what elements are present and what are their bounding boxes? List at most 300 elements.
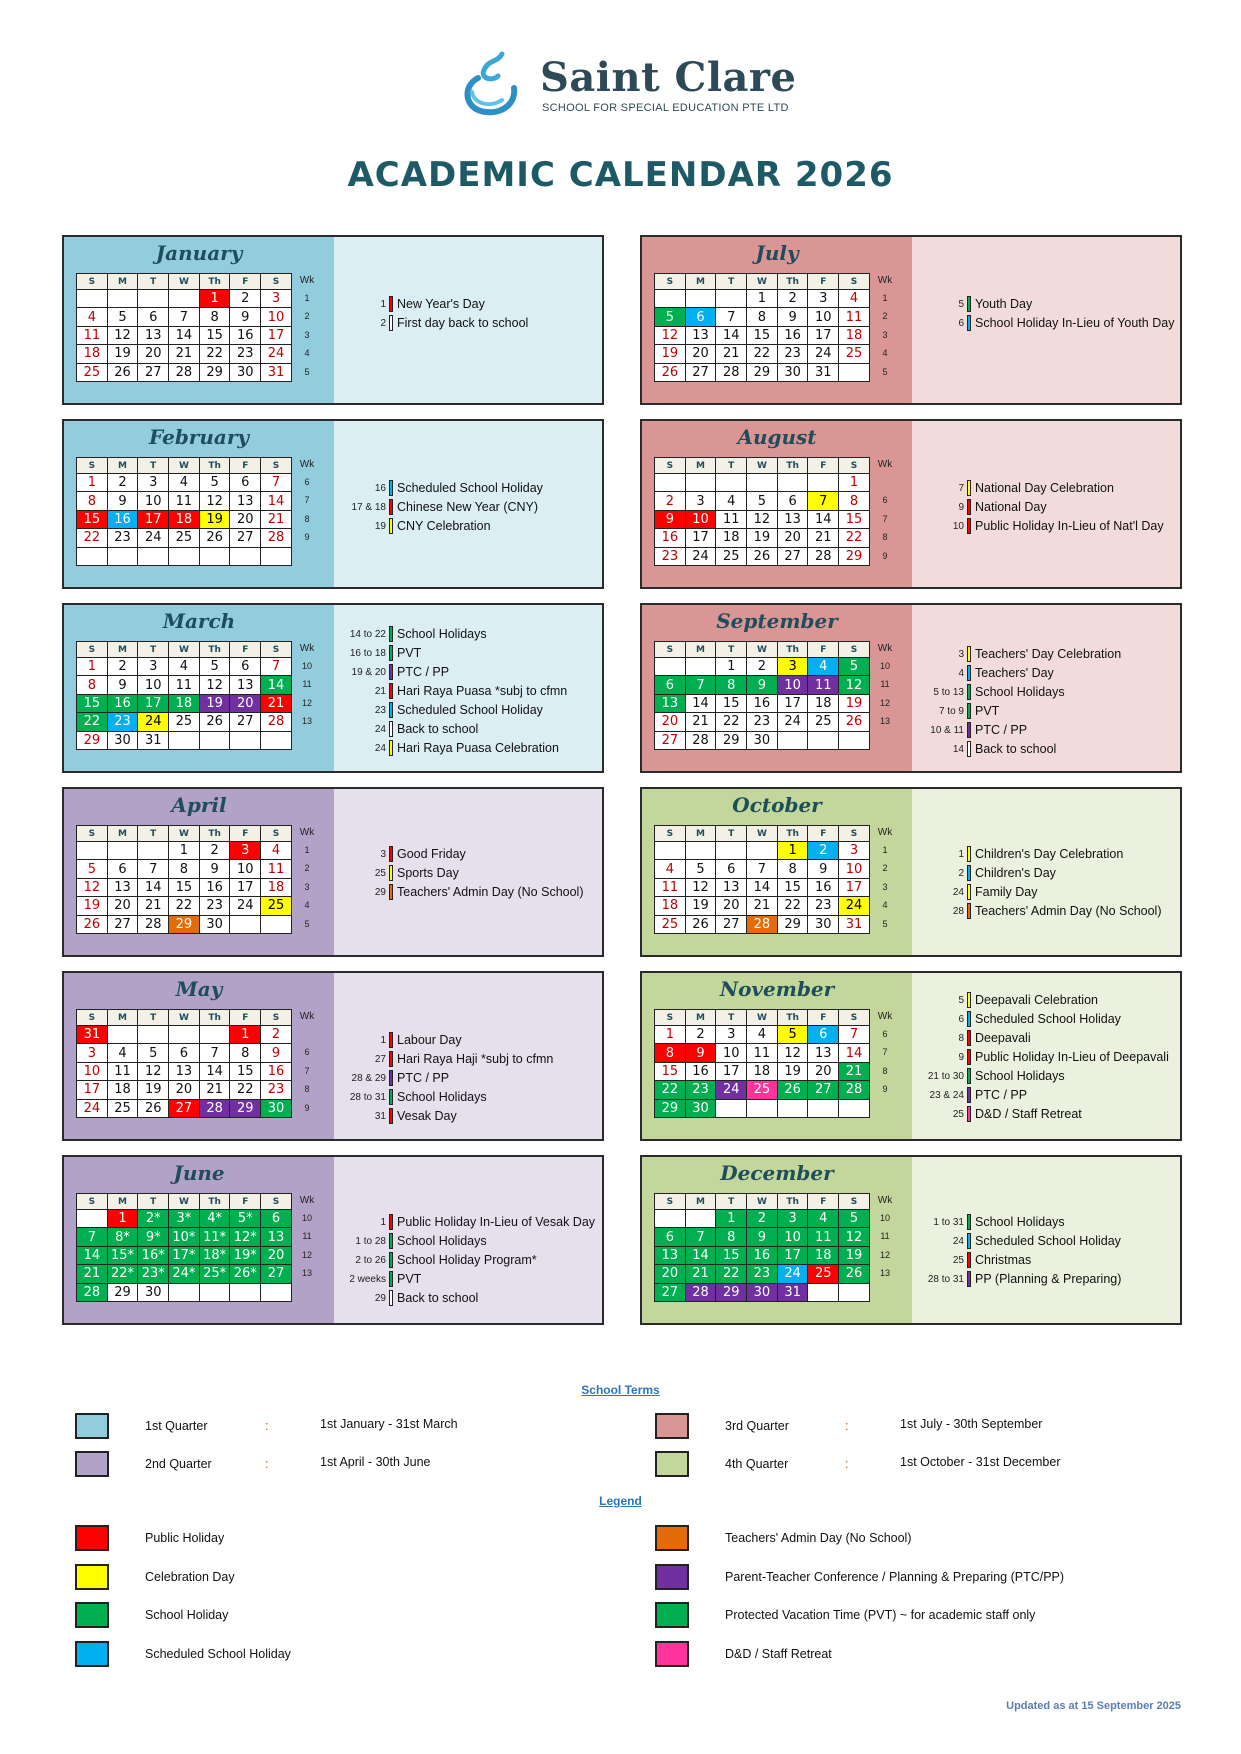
event-text: Deepavali — [975, 1031, 1031, 1045]
day-header: T — [138, 1010, 169, 1026]
term-range: 1st January - 31st March — [320, 1417, 458, 1431]
legend-color-swatch — [75, 1525, 109, 1551]
day-cell: 10 — [685, 510, 716, 528]
day-cell: 25 — [261, 897, 292, 915]
day-cell: 8 — [716, 1228, 747, 1246]
day-cell: 12 — [685, 878, 716, 896]
empty-cell — [230, 915, 261, 933]
week-number — [294, 1025, 320, 1043]
day-header: W — [169, 642, 200, 658]
event-item — [342, 1289, 598, 1308]
day-cell: 24 — [685, 547, 716, 565]
day-cell: 1 — [839, 474, 870, 492]
event-color-swatch — [389, 626, 393, 642]
day-cell: 29 — [777, 915, 808, 933]
week-number: 12 — [879, 697, 890, 708]
day-cell: 13 — [808, 1044, 839, 1062]
event-text: Teachers' Admin Day (No School) — [975, 904, 1162, 918]
event-color-swatch — [389, 1290, 393, 1306]
day-header: T — [716, 1010, 747, 1026]
empty-cell — [839, 363, 870, 381]
event-date: 14 to 22 — [349, 629, 386, 640]
day-header: Th — [199, 458, 230, 474]
day-cell: 3 — [138, 474, 169, 492]
day-cell: 15 — [230, 1062, 261, 1080]
event-date: 1 to 28 — [355, 1236, 386, 1247]
week-header: Wk — [877, 827, 893, 838]
day-cell: 14 — [199, 1062, 230, 1080]
month-calendar — [76, 825, 292, 934]
event-list — [342, 845, 598, 902]
day-cell: 18 — [107, 1081, 138, 1099]
day-cell: 4 — [169, 658, 200, 676]
day-cell: 14 — [839, 1044, 870, 1062]
day-cell: 30 — [685, 1099, 716, 1117]
month-calendar — [654, 825, 870, 934]
day-cell: 30 — [199, 915, 230, 933]
day-cell: 8 — [747, 308, 778, 326]
legend-color-swatch — [655, 1564, 689, 1590]
day-cell: 30 — [230, 363, 261, 381]
day-cell: 14 — [261, 676, 292, 694]
day-cell: 26 — [777, 1081, 808, 1099]
event-item — [920, 498, 1176, 517]
term-colon: : — [265, 1457, 269, 1471]
event-color-swatch — [967, 1068, 971, 1084]
day-cell: 15 — [77, 694, 108, 712]
day-header: S — [839, 826, 870, 842]
month-grid-panel — [64, 1157, 334, 1323]
empty-cell — [808, 1099, 839, 1117]
month-march — [62, 603, 604, 773]
day-header: T — [716, 1194, 747, 1210]
day-header: W — [169, 1010, 200, 1026]
week-header: Wk — [299, 643, 315, 654]
week-number: 2 — [882, 863, 888, 874]
day-cell: 17 — [138, 510, 169, 528]
day-cell: 22* — [107, 1265, 138, 1283]
day-header: S — [261, 274, 292, 290]
day-cell: 3 — [777, 658, 808, 676]
event-date: 28 to 31 — [927, 1274, 964, 1285]
day-cell: 21 — [77, 1265, 108, 1283]
event-text: First day back to school — [397, 316, 529, 330]
day-cell: 20 — [107, 897, 138, 915]
day-cell: 26 — [685, 915, 716, 933]
day-cell: 18 — [808, 694, 839, 712]
day-cell: 31 — [808, 363, 839, 381]
week-number: 7 — [882, 1047, 888, 1058]
event-text: PTC / PP — [397, 1071, 450, 1085]
empty-cell — [169, 731, 200, 749]
event-item — [342, 1213, 598, 1232]
day-cell: 26 — [655, 363, 686, 381]
event-item — [920, 1251, 1176, 1270]
day-cell: 25* — [199, 1265, 230, 1283]
event-date: 23 & 24 — [929, 1090, 964, 1101]
day-cell: 23 — [777, 345, 808, 363]
day-header: F — [808, 274, 839, 290]
day-cell: 29 — [107, 1283, 138, 1301]
month-september — [640, 603, 1182, 773]
day-header: W — [747, 1010, 778, 1026]
event-text: Back to school — [397, 722, 479, 736]
event-color-swatch — [389, 1108, 393, 1124]
week-number: 13 — [879, 716, 890, 727]
event-item — [920, 517, 1176, 536]
week-number: 10 — [879, 1213, 890, 1223]
day-cell: 24 — [716, 1081, 747, 1099]
day-cell: 11 — [169, 676, 200, 694]
empty-cell — [655, 290, 686, 308]
day-header: M — [685, 826, 716, 842]
day-cell: 22 — [747, 345, 778, 363]
legend-color-swatch — [655, 1525, 689, 1551]
day-cell: 12 — [199, 676, 230, 694]
day-cell: 10 — [230, 860, 261, 878]
week-number: 11 — [880, 1231, 890, 1242]
event-list — [920, 991, 1176, 1124]
month-name: March — [162, 609, 236, 633]
event-text: School Holidays — [397, 627, 487, 641]
day-cell: 7 — [138, 860, 169, 878]
day-header: F — [230, 826, 261, 842]
day-cell: 21 — [169, 345, 200, 363]
day-cell: 16 — [747, 1246, 778, 1264]
event-color-swatch — [967, 1252, 971, 1268]
legend-label: Teachers' Admin Day (No School) — [725, 1531, 912, 1545]
day-cell: 2 — [655, 492, 686, 510]
term-label: 4th Quarter — [725, 1457, 789, 1471]
day-cell: 14 — [685, 694, 716, 712]
event-color-swatch — [389, 702, 393, 718]
week-number: 13 — [301, 1268, 312, 1279]
day-cell: 18 — [169, 694, 200, 712]
event-text: School Holiday Program* — [397, 1253, 537, 1267]
event-color-swatch — [389, 518, 393, 534]
week-number: 1 — [304, 845, 310, 855]
event-date: 25 — [374, 868, 386, 879]
day-header: W — [169, 826, 200, 842]
event-color-swatch — [389, 1032, 393, 1048]
day-cell: 21 — [808, 529, 839, 547]
day-header: S — [77, 642, 108, 658]
legend-color-swatch — [75, 1564, 109, 1590]
day-cell: 25 — [716, 547, 747, 565]
month-grid-panel — [642, 789, 912, 955]
day-cell: 10 — [839, 860, 870, 878]
day-cell: 15 — [777, 878, 808, 896]
day-cell: 10 — [261, 308, 292, 326]
week-number: 5 — [304, 366, 310, 377]
event-text: Children's Day Celebration — [975, 847, 1124, 861]
event-color-swatch — [967, 296, 971, 312]
week-header: Wk — [299, 459, 315, 470]
event-text: Teachers' Day — [975, 666, 1054, 680]
day-cell: 29 — [77, 731, 108, 749]
event-item — [920, 1105, 1176, 1124]
day-header: T — [716, 826, 747, 842]
event-text: PP (Planning & Preparing) — [975, 1272, 1122, 1286]
day-cell: 5 — [839, 658, 870, 676]
event-date: 17 & 18 — [351, 502, 386, 513]
event-text: Teachers' Admin Day (No School) — [397, 885, 584, 899]
day-cell: 27 — [777, 547, 808, 565]
empty-cell — [685, 290, 716, 308]
week-number: 2 — [304, 311, 310, 322]
month-grid-panel — [642, 973, 912, 1139]
event-date: 16 — [374, 483, 386, 494]
day-header: Th — [777, 1010, 808, 1026]
event-text: Good Friday — [397, 847, 466, 861]
day-cell: 20 — [138, 345, 169, 363]
day-header: F — [230, 458, 261, 474]
empty-cell — [777, 474, 808, 492]
legend-label: Scheduled School Holiday — [145, 1646, 291, 1661]
day-cell: 21 — [685, 713, 716, 731]
day-header: M — [107, 274, 138, 290]
day-cell: 5 — [777, 1026, 808, 1044]
day-cell: 19 — [685, 897, 716, 915]
month-events-panel — [334, 421, 602, 587]
month-calendar — [654, 1193, 870, 1302]
day-cell: 26 — [107, 363, 138, 381]
event-item — [920, 740, 1176, 759]
day-header: S — [655, 458, 686, 474]
day-cell: 9 — [199, 860, 230, 878]
event-date: 24 — [374, 724, 386, 735]
day-cell: 17 — [685, 529, 716, 547]
empty-cell — [685, 474, 716, 492]
month-grid-panel — [642, 1157, 912, 1323]
day-cell: 11* — [199, 1228, 230, 1246]
week-header: Wk — [877, 643, 893, 654]
month-name: October — [732, 793, 822, 817]
day-cell: 26* — [230, 1265, 261, 1283]
day-cell: 24 — [77, 1099, 108, 1117]
month-february — [62, 419, 604, 589]
event-color-swatch — [967, 1087, 971, 1103]
event-color-swatch — [389, 865, 393, 881]
event-date: 1 — [380, 1035, 386, 1046]
day-header: T — [138, 458, 169, 474]
day-cell: 1 — [199, 290, 230, 308]
day-cell: 16 — [747, 694, 778, 712]
day-cell: 24* — [169, 1265, 200, 1283]
day-cell: 19 — [777, 1062, 808, 1080]
day-header: S — [839, 274, 870, 290]
week-number — [294, 1283, 320, 1301]
day-header: W — [747, 826, 778, 842]
event-text: Public Holiday In-Lieu of Vesak Day — [397, 1215, 596, 1229]
day-cell: 19 — [839, 1246, 870, 1264]
day-header: S — [261, 826, 292, 842]
term-range: 1st July - 30th September — [900, 1417, 1043, 1431]
event-item — [920, 683, 1176, 702]
day-cell: 4 — [839, 290, 870, 308]
day-cell: 29 — [839, 547, 870, 565]
event-text: National Day — [975, 500, 1047, 514]
event-item — [920, 1029, 1176, 1048]
day-cell: 12 — [839, 1228, 870, 1246]
week-number: 12 — [879, 1249, 890, 1260]
event-color-swatch — [389, 1271, 393, 1287]
day-header: Th — [199, 1010, 230, 1026]
event-text: PVT — [397, 1272, 422, 1286]
month-name: November — [719, 977, 835, 1001]
event-date: 29 — [374, 887, 386, 898]
event-date: 16 to 18 — [349, 648, 386, 659]
event-date: 3 — [958, 649, 964, 660]
day-cell: 12 — [655, 326, 686, 344]
week-number: 2 — [882, 311, 888, 322]
event-date: 19 — [374, 521, 386, 532]
day-cell: 28 — [138, 915, 169, 933]
event-color-swatch — [967, 1271, 971, 1287]
day-header: W — [747, 274, 778, 290]
event-color-swatch — [967, 1214, 971, 1230]
month-calendar — [76, 273, 292, 382]
day-header: T — [138, 826, 169, 842]
day-cell: 25 — [808, 1265, 839, 1283]
week-numbers — [294, 1193, 320, 1301]
event-color-swatch — [389, 740, 393, 756]
event-date: 23 — [374, 705, 386, 716]
week-numbers — [294, 825, 320, 933]
empty-cell — [685, 658, 716, 676]
event-color-swatch — [389, 1089, 393, 1105]
day-cell: 12* — [230, 1228, 261, 1246]
brand-name: Saint Clare — [540, 54, 797, 101]
week-number: 8 — [304, 513, 310, 524]
day-header: T — [716, 642, 747, 658]
day-cell: 31 — [839, 915, 870, 933]
event-color-swatch — [967, 1233, 971, 1249]
day-cell: 27 — [685, 363, 716, 381]
day-cell: 12 — [77, 878, 108, 896]
day-cell: 11 — [747, 1044, 778, 1062]
week-number: 10 — [301, 1213, 312, 1223]
week-numbers — [872, 1193, 898, 1301]
event-date: 21 — [374, 686, 386, 697]
week-numbers — [294, 641, 320, 749]
week-number: 9 — [304, 1102, 310, 1113]
day-header: F — [808, 1194, 839, 1210]
day-header: S — [655, 642, 686, 658]
day-cell: 17 — [230, 878, 261, 896]
event-color-swatch — [967, 499, 971, 515]
day-header: W — [747, 458, 778, 474]
event-text: School Holidays — [975, 1069, 1065, 1083]
event-date: 5 — [958, 995, 964, 1006]
day-cell: 3 — [685, 492, 716, 510]
month-grid-panel — [64, 605, 334, 771]
day-header: S — [655, 826, 686, 842]
event-list — [920, 295, 1176, 333]
day-cell: 20 — [716, 897, 747, 915]
day-cell: 14 — [747, 878, 778, 896]
day-cell: 13 — [230, 676, 261, 694]
event-date: 4 — [958, 668, 964, 679]
week-number: 6 — [882, 1029, 888, 1039]
event-item — [920, 1048, 1176, 1067]
day-cell: 7 — [685, 676, 716, 694]
day-cell: 1 — [77, 658, 108, 676]
month-june — [62, 1155, 604, 1325]
month-calendar — [76, 457, 292, 566]
day-header: M — [107, 458, 138, 474]
swirl-logo-icon — [458, 48, 522, 118]
day-cell: 8 — [839, 492, 870, 510]
week-header: Wk — [299, 1195, 315, 1206]
day-cell: 15 — [716, 1246, 747, 1264]
day-cell: 24 — [230, 897, 261, 915]
day-cell: 20 — [230, 694, 261, 712]
day-header: T — [138, 274, 169, 290]
day-cell: 11 — [77, 326, 108, 344]
week-number: 13 — [879, 1268, 890, 1279]
week-number: 11 — [302, 1231, 312, 1242]
day-cell: 17 — [808, 326, 839, 344]
event-item — [342, 1251, 598, 1270]
day-cell: 9 — [107, 492, 138, 510]
event-color-swatch — [967, 1030, 971, 1046]
day-cell: 15 — [655, 1062, 686, 1080]
event-color-swatch — [389, 664, 393, 680]
day-cell: 14 — [808, 510, 839, 528]
week-numbers — [872, 825, 898, 933]
empty-cell — [199, 547, 230, 565]
week-number: 5 — [304, 918, 310, 929]
day-cell: 31 — [777, 1283, 808, 1301]
day-cell: 15 — [199, 326, 230, 344]
day-cell: 12 — [107, 326, 138, 344]
month-grid-panel — [642, 605, 912, 771]
day-header: S — [655, 1010, 686, 1026]
day-cell: 30 — [261, 1099, 292, 1117]
event-item — [342, 625, 598, 644]
day-cell: 1 — [230, 1026, 261, 1044]
week-number: 8 — [882, 1065, 888, 1076]
day-cell: 10 — [138, 676, 169, 694]
empty-cell — [839, 1283, 870, 1301]
empty-cell — [169, 1026, 200, 1044]
day-header: S — [261, 1194, 292, 1210]
event-date: 24 — [952, 887, 964, 898]
empty-cell — [230, 731, 261, 749]
event-item — [920, 1270, 1176, 1289]
empty-cell — [169, 1283, 200, 1301]
event-item — [920, 645, 1176, 664]
day-header: S — [77, 826, 108, 842]
day-header: M — [685, 1194, 716, 1210]
week-number: 5 — [882, 366, 888, 377]
event-date: 21 to 30 — [927, 1071, 964, 1082]
day-cell: 13 — [655, 694, 686, 712]
day-cell: 11 — [808, 676, 839, 694]
day-cell: 13 — [138, 326, 169, 344]
day-cell: 24 — [808, 345, 839, 363]
month-name: January — [155, 241, 243, 265]
day-cell: 17* — [169, 1246, 200, 1264]
day-header: Th — [199, 1194, 230, 1210]
month-may — [62, 971, 604, 1141]
event-color-swatch — [389, 1252, 393, 1268]
week-number: 7 — [304, 1065, 310, 1076]
day-cell: 7 — [169, 308, 200, 326]
day-cell: 1 — [716, 1210, 747, 1228]
event-text: Scheduled School Holiday — [975, 1012, 1121, 1026]
